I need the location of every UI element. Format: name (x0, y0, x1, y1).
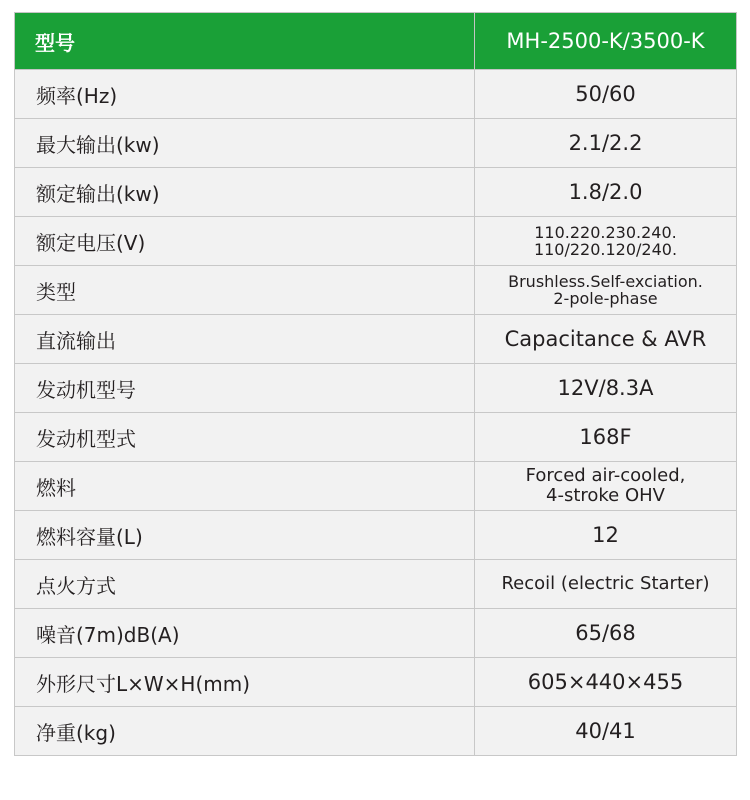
table-row (15, 658, 737, 707)
row-label: 频率(Hz) (15, 70, 475, 119)
row-value: 12 (475, 511, 737, 560)
spec-table (14, 12, 737, 756)
row-value: 2.1/2.2 (475, 119, 737, 168)
row-label: 外形尺寸L×W×H(mm) (15, 658, 475, 707)
table-row (15, 462, 737, 511)
row-label: 发动机型号 (15, 364, 475, 413)
row-value: Forced air-cooled, 4-stroke OHV (475, 462, 737, 511)
row-value: 50/60 (475, 70, 737, 119)
table-row (15, 119, 737, 168)
row-label: 最大输出(kw) (15, 119, 475, 168)
row-label: 燃料 (15, 462, 475, 511)
table-row (15, 266, 737, 315)
row-value: 40/41 (475, 707, 737, 756)
row-label: 发动机型式 (15, 413, 475, 462)
row-label: 净重(kg) (15, 707, 475, 756)
row-label: 直流输出 (15, 315, 475, 364)
row-value: 1.8/2.0 (475, 168, 737, 217)
row-value: Recoil (electric Starter) (475, 560, 737, 609)
table-row (15, 560, 737, 609)
row-value: 605×440×455 (475, 658, 737, 707)
row-value: Capacitance & AVR (475, 315, 737, 364)
row-label: 额定输出(kw) (15, 168, 475, 217)
row-value: 12V/8.3A (475, 364, 737, 413)
table-row (15, 315, 737, 364)
row-value: 65/68 (475, 609, 737, 658)
header-model-label: 型号 (15, 13, 475, 70)
row-label: 额定电压(V) (15, 217, 475, 266)
row-value: 168F (475, 413, 737, 462)
table-row (15, 217, 737, 266)
row-value: Brushless.Self-exciation. 2-pole-phase (475, 266, 737, 315)
row-label: 点火方式 (15, 560, 475, 609)
row-value: 110.220.230.240. 110/220.120/240. (475, 217, 737, 266)
table-row (15, 70, 737, 119)
table-row (15, 707, 737, 756)
table-row (15, 609, 737, 658)
header-model-value: MH-2500-K/3500-K (475, 13, 737, 70)
table-header-row (15, 13, 737, 70)
table-row (15, 511, 737, 560)
row-label: 噪音(7m)dB(A) (15, 609, 475, 658)
table-row (15, 168, 737, 217)
table-row (15, 413, 737, 462)
row-label: 燃料容量(L) (15, 511, 475, 560)
table-row (15, 364, 737, 413)
row-label: 类型 (15, 266, 475, 315)
